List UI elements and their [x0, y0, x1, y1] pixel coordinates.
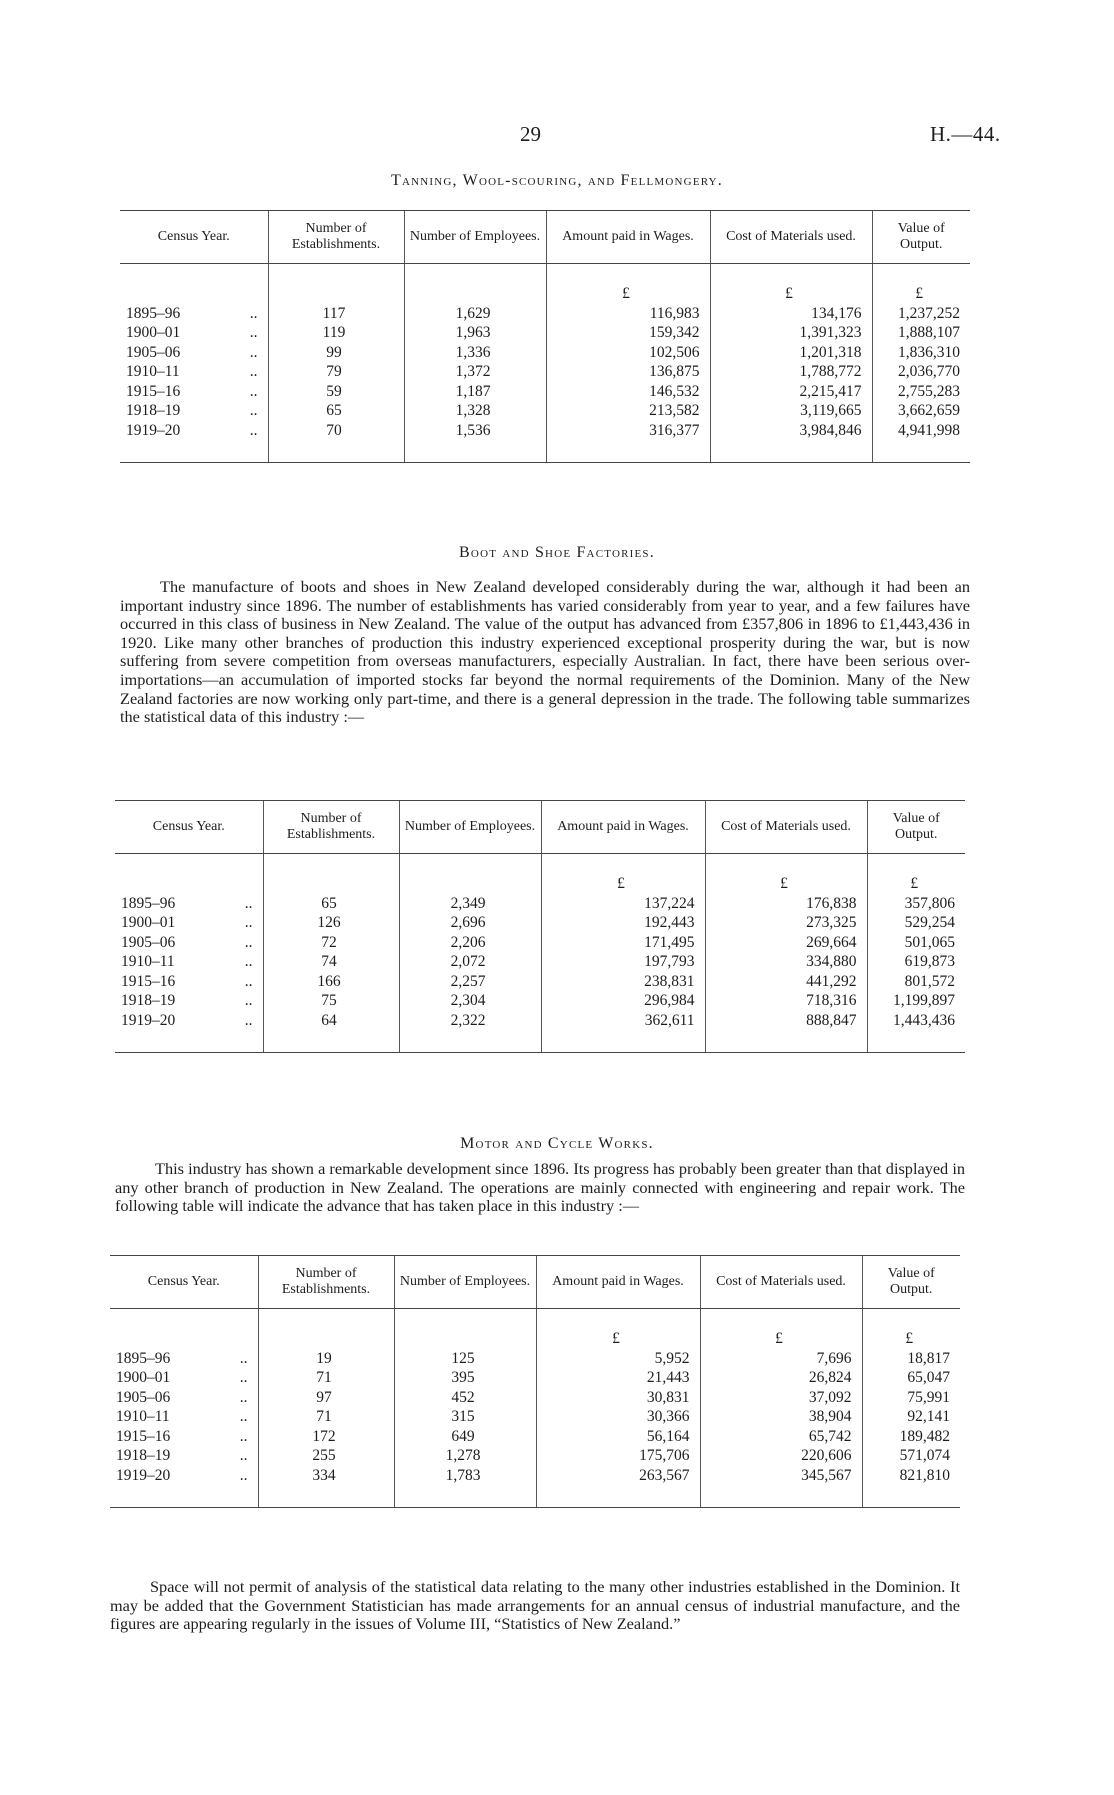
employees-cell: 1,963: [404, 323, 546, 343]
col-census-year: Census Year.: [115, 801, 263, 854]
col-wages: Amount paid in Wages.: [536, 1256, 700, 1309]
empty-cell: [120, 264, 268, 304]
establishments-cell: 79: [268, 362, 404, 382]
table-row: [110, 1466, 960, 1508]
output-cell: 357,806: [867, 894, 965, 914]
establishments-cell: 74: [263, 952, 399, 972]
year-text: 1900–01: [121, 914, 176, 931]
year-text: 1905–06: [116, 1388, 171, 1406]
census-year-cell: [110, 1407, 258, 1427]
employees-cell: 2,072: [399, 952, 541, 972]
employees-cell: 1,536: [404, 421, 546, 463]
establishments-cell: 166: [263, 972, 399, 992]
wages-cell: 56,164: [536, 1427, 700, 1447]
table-row: [120, 304, 970, 324]
materials-cell: 3,119,665: [710, 401, 872, 421]
year-text: 1895–96: [121, 894, 176, 912]
col-output: Value of Output.: [872, 211, 970, 264]
materials-cell: 441,292: [705, 972, 867, 992]
table-row: [115, 933, 965, 953]
dot-leader: ..: [239, 1427, 248, 1445]
materials-cell: 220,606: [700, 1446, 862, 1466]
establishments-cell: 172: [258, 1427, 394, 1447]
year-text: 1919–20: [121, 1011, 176, 1029]
year-text: 1919–20: [126, 421, 181, 439]
employees-cell: 1,783: [394, 1466, 536, 1508]
dot-leader: ..: [244, 992, 253, 1009]
wages-cell: 175,706: [536, 1446, 700, 1466]
col-materials: Cost of Materials used.: [710, 211, 872, 264]
census-year-cell: [115, 913, 263, 933]
dot-leader: ..: [249, 363, 258, 380]
empty-cell: [268, 264, 404, 304]
establishments-cell: 59: [268, 382, 404, 402]
census-year-cell: [110, 1388, 258, 1408]
dot-leader: ..: [249, 421, 258, 439]
output-cell: 2,036,770: [872, 362, 970, 382]
census-year-cell: [115, 933, 263, 953]
materials-cell: 134,176: [710, 304, 872, 324]
employees-cell: 2,304: [399, 991, 541, 1011]
closing-paragraph: Space will not permit of analysis of the statistical data relating to the many other industries established in the Dominion. It may be added that the Government Statistician has made arrangements for an annual census of industrial manufacture, and the figures are appearing regularly in the issues of Volume III, “Statistics of New Zealand.”: [110, 1577, 960, 1634]
census-year-cell: [115, 991, 263, 1011]
output-cell: 529,254: [867, 913, 965, 933]
census-year-cell: [115, 894, 263, 914]
output-cell: 501,065: [867, 933, 965, 953]
employees-cell: 1,278: [394, 1446, 536, 1466]
establishments-cell: 65: [268, 401, 404, 421]
col-establishments: Number of Establishments.: [268, 211, 404, 264]
currency-symbol: £: [710, 264, 872, 304]
census-year-cell: [120, 362, 268, 382]
census-year-cell: [120, 343, 268, 363]
materials-cell: 2,215,417: [710, 382, 872, 402]
census-year-cell: [110, 1349, 258, 1369]
table-header-row: [120, 211, 970, 264]
currency-symbol: £: [536, 1309, 700, 1349]
establishments-cell: 64: [263, 1011, 399, 1053]
materials-cell: 334,880: [705, 952, 867, 972]
empty-cell: [399, 854, 541, 894]
materials-cell: 65,742: [700, 1427, 862, 1447]
year-text: 1900–01: [126, 324, 181, 341]
materials-cell: 37,092: [700, 1388, 862, 1408]
output-cell: 571,074: [862, 1446, 960, 1466]
dot-leader: ..: [249, 382, 258, 400]
currency-unit-row: [110, 1309, 960, 1349]
employees-cell: 1,336: [404, 343, 546, 363]
year-text: 1905–06: [126, 343, 181, 361]
currency-unit-row: [115, 854, 965, 894]
establishments-cell: 99: [268, 343, 404, 363]
wages-cell: 30,366: [536, 1407, 700, 1427]
currency-symbol: £: [862, 1309, 960, 1349]
table-row: [110, 1407, 960, 1427]
output-cell: 18,817: [862, 1349, 960, 1369]
employees-cell: 2,349: [399, 894, 541, 914]
col-establishments: Number of Establishments.: [263, 801, 399, 854]
output-cell: 3,662,659: [872, 401, 970, 421]
materials-cell: 1,201,318: [710, 343, 872, 363]
wages-cell: 146,532: [546, 382, 710, 402]
tanning-table: [120, 210, 970, 463]
establishments-cell: 75: [263, 991, 399, 1011]
year-text: 1919–20: [116, 1466, 171, 1484]
wages-cell: 171,495: [541, 933, 705, 953]
table-row: [120, 382, 970, 402]
wages-cell: 192,443: [541, 913, 705, 933]
employees-cell: 1,187: [404, 382, 546, 402]
table-row: [120, 421, 970, 463]
establishments-cell: 126: [263, 913, 399, 933]
dot-leader: ..: [244, 933, 253, 951]
output-cell: 1,199,897: [867, 991, 965, 1011]
wages-cell: 263,567: [536, 1466, 700, 1508]
currency-symbol: £: [872, 264, 970, 304]
table-row: [120, 362, 970, 382]
census-year-cell: [110, 1466, 258, 1508]
wages-cell: 159,342: [546, 323, 710, 343]
dot-leader: ..: [244, 1011, 253, 1029]
page-number: 29: [520, 122, 541, 146]
dot-leader: ..: [239, 1388, 248, 1406]
census-year-cell: [110, 1446, 258, 1466]
section-title-boot-shoe: Boot and Shoe Factories.: [459, 544, 655, 561]
census-year-cell: [110, 1368, 258, 1388]
dot-leader: ..: [244, 953, 253, 970]
census-year-cell: [120, 304, 268, 324]
materials-cell: 1,391,323: [710, 323, 872, 343]
materials-cell: 3,984,846: [710, 421, 872, 463]
materials-cell: 7,696: [700, 1349, 862, 1369]
wages-cell: 296,984: [541, 991, 705, 1011]
employees-cell: 1,372: [404, 362, 546, 382]
table-row: [115, 952, 965, 972]
year-text: 1910–11: [126, 363, 180, 380]
year-text: 1915–16: [126, 382, 181, 400]
col-wages: Amount paid in Wages.: [541, 801, 705, 854]
census-year-cell: [115, 952, 263, 972]
col-materials: Cost of Materials used.: [700, 1256, 862, 1309]
materials-cell: 176,838: [705, 894, 867, 914]
empty-cell: [115, 854, 263, 894]
wages-cell: 136,875: [546, 362, 710, 382]
col-output: Value of Output.: [867, 801, 965, 854]
wages-cell: 316,377: [546, 421, 710, 463]
materials-cell: 718,316: [705, 991, 867, 1011]
wages-cell: 213,582: [546, 401, 710, 421]
wages-cell: 30,831: [536, 1388, 700, 1408]
census-year-cell: [120, 421, 268, 463]
output-cell: 92,141: [862, 1407, 960, 1427]
currency-symbol: £: [705, 854, 867, 894]
dot-leader: ..: [244, 972, 253, 990]
year-text: 1895–96: [126, 304, 181, 322]
output-cell: 1,836,310: [872, 343, 970, 363]
dot-leader: ..: [249, 343, 258, 361]
materials-cell: 273,325: [705, 913, 867, 933]
table-row: [110, 1388, 960, 1408]
section-title-tanning: Tanning, Wool-scouring, and Fellmongery.: [390, 172, 724, 189]
employees-cell: 452: [394, 1388, 536, 1408]
establishments-cell: 19: [258, 1349, 394, 1369]
col-establishments: Number of Establishments.: [258, 1256, 394, 1309]
employees-cell: 1,629: [404, 304, 546, 324]
table-header-row: [115, 801, 965, 854]
document-reference: H.—44.: [930, 122, 1001, 146]
dot-leader: ..: [239, 1466, 248, 1484]
boot-shoe-paragraph: The manufacture of boots and shoes in New Zealand developed considerably during the war, although it had been an important industry since 1896. The number of establishments has varied considerably from year to year, and a few failures have occurred in this class of business in New Zealand. The value of the output has advanced from £357,806 in 1896 to £1,443,436 in 1920. Like many other branches of production this industry experienced exceptional prosperity during the war, but is now suffering from severe competition from overseas manufacturers, especially Australian. In fact, there have been serious over-importations—an accumulation of imported stocks far beyond the normal requirements of the Dominion. Many of the New Zealand factories are now working only part-time, and there is a general depression in the trade. The following table summarizes the statistical data of this industry :—: [120, 577, 970, 727]
year-text: 1895–96: [116, 1349, 171, 1367]
output-cell: 65,047: [862, 1368, 960, 1388]
col-employees: Number of Employees.: [404, 211, 546, 264]
establishments-cell: 71: [258, 1368, 394, 1388]
establishments-cell: 70: [268, 421, 404, 463]
year-text: 1918–19: [116, 1447, 171, 1464]
year-text: 1918–19: [126, 402, 181, 419]
output-cell: 1,888,107: [872, 323, 970, 343]
empty-cell: [394, 1309, 536, 1349]
year-text: 1915–16: [121, 972, 176, 990]
establishments-cell: 97: [258, 1388, 394, 1408]
year-text: 1910–11: [121, 953, 175, 970]
establishments-cell: 71: [258, 1407, 394, 1427]
output-cell: 619,873: [867, 952, 965, 972]
dot-leader: ..: [249, 304, 258, 322]
employees-cell: 2,257: [399, 972, 541, 992]
employees-cell: 649: [394, 1427, 536, 1447]
employees-cell: 125: [394, 1349, 536, 1369]
materials-cell: 345,567: [700, 1466, 862, 1508]
employees-cell: 2,696: [399, 913, 541, 933]
wages-cell: 238,831: [541, 972, 705, 992]
materials-cell: 38,904: [700, 1407, 862, 1427]
boot-shoe-table: [115, 800, 965, 1053]
currency-symbol: £: [700, 1309, 862, 1349]
table-row: [115, 894, 965, 914]
employees-cell: 2,206: [399, 933, 541, 953]
census-year-cell: [120, 382, 268, 402]
materials-cell: 888,847: [705, 1011, 867, 1053]
col-census-year: Census Year.: [110, 1256, 258, 1309]
dot-leader: ..: [239, 1349, 248, 1367]
census-year-cell: [115, 972, 263, 992]
employees-cell: 395: [394, 1368, 536, 1388]
wages-cell: 21,443: [536, 1368, 700, 1388]
col-employees: Number of Employees.: [394, 1256, 536, 1309]
table-row: [115, 991, 965, 1011]
empty-cell: [110, 1309, 258, 1349]
dot-leader: ..: [244, 894, 253, 912]
census-year-cell: [110, 1427, 258, 1447]
dot-leader: ..: [239, 1369, 248, 1386]
dot-leader: ..: [249, 402, 258, 419]
year-text: 1900–01: [116, 1369, 171, 1386]
materials-cell: 269,664: [705, 933, 867, 953]
census-year-cell: [120, 401, 268, 421]
employees-cell: 315: [394, 1407, 536, 1427]
year-text: 1918–19: [121, 992, 176, 1009]
table-row: [110, 1446, 960, 1466]
table-row: [110, 1349, 960, 1369]
year-text: 1905–06: [121, 933, 176, 951]
empty-cell: [258, 1309, 394, 1349]
table-row: [115, 1011, 965, 1053]
currency-symbol: £: [541, 854, 705, 894]
materials-cell: 26,824: [700, 1368, 862, 1388]
employees-cell: 2,322: [399, 1011, 541, 1053]
output-cell: 821,810: [862, 1466, 960, 1508]
census-year-cell: [115, 1011, 263, 1053]
establishments-cell: 334: [258, 1466, 394, 1508]
table-row: [120, 323, 970, 343]
establishments-cell: 119: [268, 323, 404, 343]
motor-cycle-paragraph: This industry has shown a remarkable development since 1896. Its progress has probably been greater than that displayed in any other branch of production in New Zealand. The operations are mainly connected with engineering and repair work. The following table will indicate the advance that has taken place in this industry :—: [115, 1159, 965, 1216]
output-cell: 4,941,998: [872, 421, 970, 463]
dot-leader: ..: [244, 914, 253, 931]
wages-cell: 102,506: [546, 343, 710, 363]
output-cell: 801,572: [867, 972, 965, 992]
establishments-cell: 72: [263, 933, 399, 953]
motor-cycle-table: [110, 1255, 960, 1508]
table-row: [115, 913, 965, 933]
currency-unit-row: [120, 264, 970, 304]
table-row: [110, 1427, 960, 1447]
census-year-cell: [120, 323, 268, 343]
col-census-year: Census Year.: [120, 211, 268, 264]
dot-leader: ..: [249, 324, 258, 341]
currency-symbol: £: [867, 854, 965, 894]
col-wages: Amount paid in Wages.: [546, 211, 710, 264]
employees-cell: 1,328: [404, 401, 546, 421]
establishments-cell: 117: [268, 304, 404, 324]
wages-cell: 116,983: [546, 304, 710, 324]
currency-symbol: £: [546, 264, 710, 304]
table-row: [110, 1368, 960, 1388]
table-row: [120, 343, 970, 363]
output-cell: 189,482: [862, 1427, 960, 1447]
col-materials: Cost of Materials used.: [705, 801, 867, 854]
empty-cell: [263, 854, 399, 894]
dot-leader: ..: [239, 1408, 248, 1425]
empty-cell: [404, 264, 546, 304]
output-cell: 2,755,283: [872, 382, 970, 402]
section-title-motor-cycle: Motor and Cycle Works.: [460, 1135, 654, 1152]
wages-cell: 197,793: [541, 952, 705, 972]
year-text: 1910–11: [116, 1408, 170, 1425]
wages-cell: 137,224: [541, 894, 705, 914]
wages-cell: 5,952: [536, 1349, 700, 1369]
output-cell: 1,443,436: [867, 1011, 965, 1053]
col-employees: Number of Employees.: [399, 801, 541, 854]
table-row: [115, 972, 965, 992]
materials-cell: 1,788,772: [710, 362, 872, 382]
table-row: [120, 401, 970, 421]
wages-cell: 362,611: [541, 1011, 705, 1053]
establishments-cell: 65: [263, 894, 399, 914]
output-cell: 75,991: [862, 1388, 960, 1408]
year-text: 1915–16: [116, 1427, 171, 1445]
table-header-row: [110, 1256, 960, 1309]
establishments-cell: 255: [258, 1446, 394, 1466]
dot-leader: ..: [239, 1447, 248, 1464]
output-cell: 1,237,252: [872, 304, 970, 324]
col-output: Value of Output.: [862, 1256, 960, 1309]
